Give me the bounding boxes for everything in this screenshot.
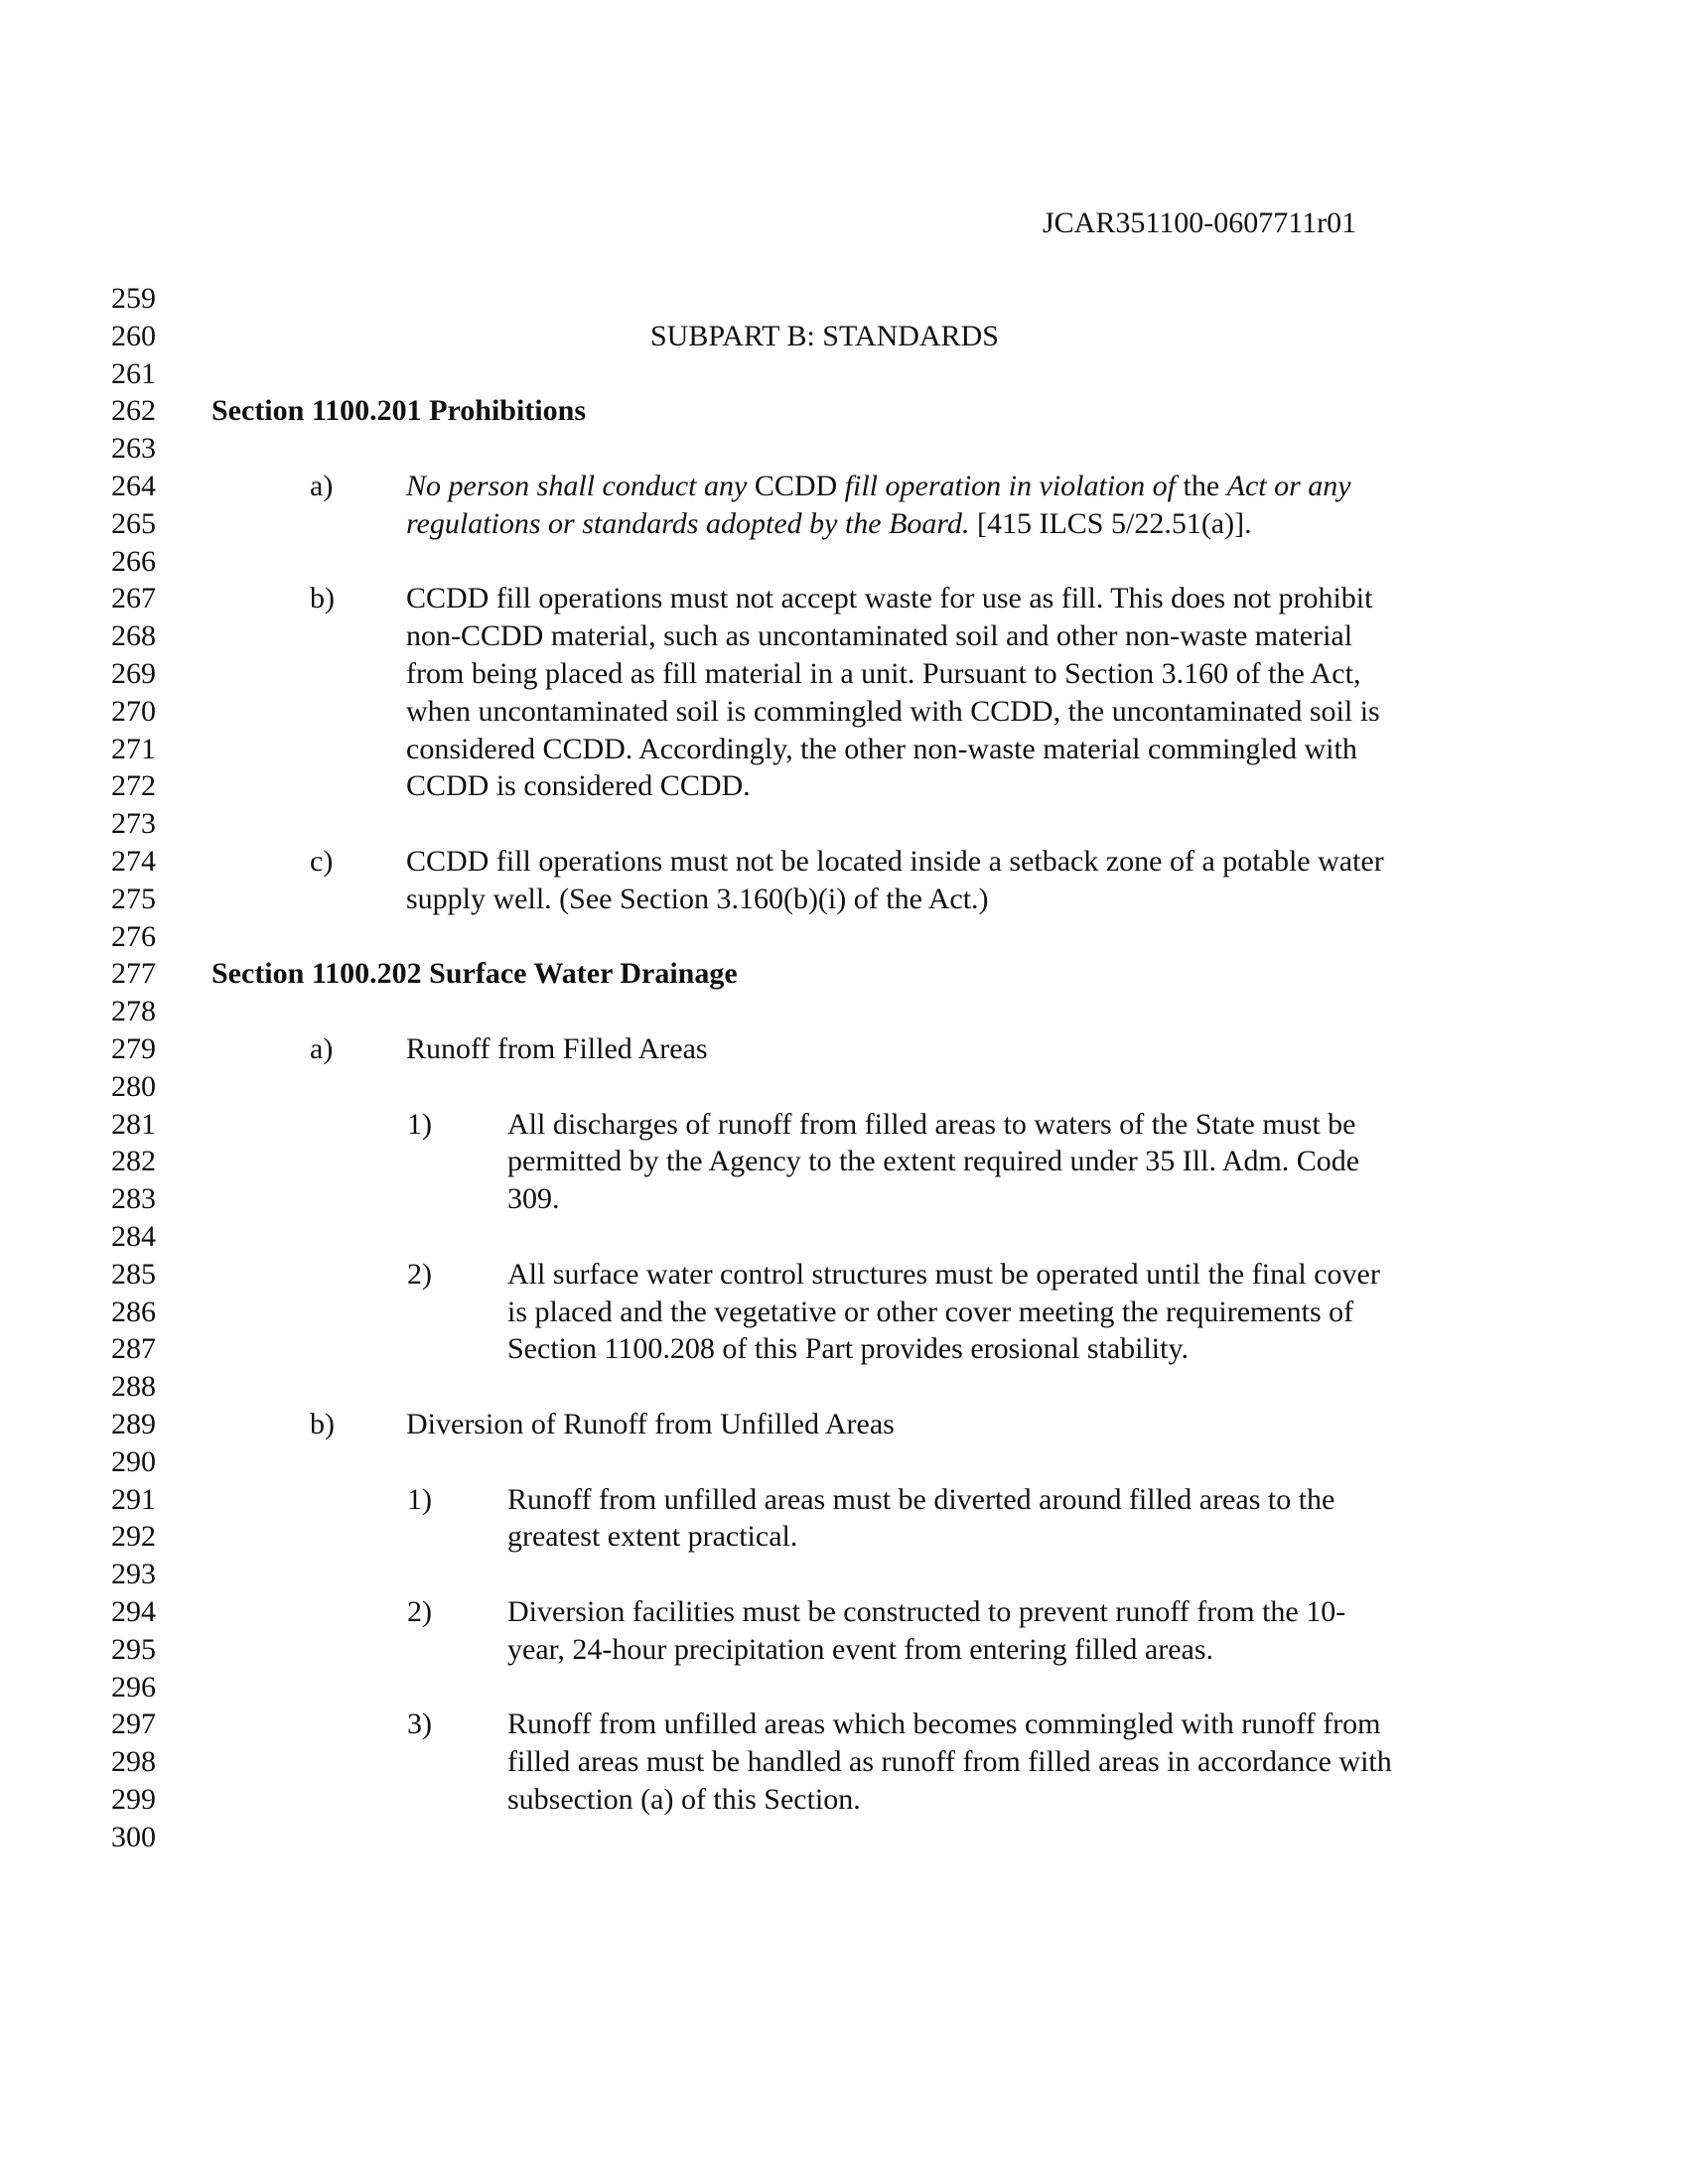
italic-text-run: No person shall conduct any xyxy=(406,470,755,502)
line-number: 259 xyxy=(111,282,156,315)
text-run: Runoff from unfilled areas which becomes commingled with runoff from xyxy=(507,1707,1381,1741)
text-run: filled areas must be handled as runoff from filled areas in accordance with xyxy=(507,1745,1392,1779)
italic-text-run: regulations or standards adopted by the Board. xyxy=(406,506,970,540)
line-number: 268 xyxy=(111,619,156,653)
document-line xyxy=(0,1518,1684,1556)
document-line xyxy=(0,881,1684,918)
line-number: 285 xyxy=(111,1257,156,1291)
line-number: 275 xyxy=(111,882,156,915)
line-number: 274 xyxy=(111,845,156,878)
line-number: 277 xyxy=(111,957,156,991)
document-line xyxy=(0,1256,1684,1294)
document-line xyxy=(0,1143,1684,1180)
line-number: 276 xyxy=(111,919,156,953)
text-run: Runoff from unfilled areas must be diverted around filled areas to the xyxy=(507,1482,1335,1516)
italic-text-run: fill operation in violation of xyxy=(844,470,1176,502)
line-number: 263 xyxy=(111,432,156,466)
line-text xyxy=(406,617,1352,655)
document-line xyxy=(0,430,1684,468)
text-run: the xyxy=(1176,470,1227,502)
line-number: 279 xyxy=(111,1032,156,1065)
line-number: 290 xyxy=(111,1444,156,1478)
item-label: 2) xyxy=(407,1257,432,1291)
document-line xyxy=(0,1593,1684,1631)
text-run: Section 1100.208 of this Part provides erosional stability. xyxy=(507,1332,1190,1366)
line-number: 262 xyxy=(111,394,156,428)
item-label: c) xyxy=(310,845,334,878)
line-number: 292 xyxy=(111,1520,156,1554)
line-text xyxy=(406,580,1372,617)
item-label: b) xyxy=(310,1408,335,1440)
document-line xyxy=(0,1068,1684,1106)
document-line xyxy=(0,355,1684,393)
document-line xyxy=(0,1106,1684,1144)
line-number: 288 xyxy=(111,1370,156,1404)
document-line xyxy=(0,805,1684,843)
document-line xyxy=(0,843,1684,881)
document-line xyxy=(0,580,1684,617)
document-line xyxy=(0,1368,1684,1406)
item-label: 1) xyxy=(407,1482,432,1516)
document-line xyxy=(0,1030,1684,1068)
line-number: 299 xyxy=(111,1783,156,1816)
document-line xyxy=(0,1330,1684,1368)
line-number: 294 xyxy=(111,1595,156,1628)
text-run: Section 1100.201 Prohibitions xyxy=(211,394,586,428)
line-number: 266 xyxy=(111,544,156,578)
text-run: All discharges of runoff from filled areas to waters of the State must be xyxy=(507,1107,1356,1141)
line-number: 278 xyxy=(111,995,156,1028)
line-text xyxy=(507,1631,1213,1669)
line-text xyxy=(507,1180,560,1218)
line-text xyxy=(507,1593,1345,1631)
line-number: 272 xyxy=(111,769,156,803)
line-number: 291 xyxy=(111,1482,156,1516)
line-text xyxy=(406,1030,708,1068)
line-text xyxy=(406,843,1384,881)
line-number: 261 xyxy=(111,356,156,390)
line-number: 298 xyxy=(111,1745,156,1779)
document-line xyxy=(0,955,1684,993)
line-number: 270 xyxy=(111,694,156,728)
line-text xyxy=(406,693,1380,731)
line-text xyxy=(406,767,751,805)
line-number: 284 xyxy=(111,1220,156,1253)
text-run: [415 ILCS 5/22.51(a)]. xyxy=(969,506,1252,540)
item-label: b) xyxy=(310,582,335,615)
text-run: from being placed as fill material in a unit. Pursuant to Section 3.160 of the Act, xyxy=(406,657,1361,690)
document-line xyxy=(0,505,1684,543)
document-line xyxy=(0,655,1684,693)
document-line xyxy=(0,1481,1684,1519)
line-text xyxy=(406,881,989,918)
line-number: 260 xyxy=(111,319,156,352)
document-line xyxy=(0,1669,1684,1706)
document-line xyxy=(0,1819,1684,1856)
line-number: 282 xyxy=(111,1145,156,1178)
document-line xyxy=(0,1631,1684,1669)
line-text xyxy=(507,1294,1353,1331)
text-run: Diversion facilities must be constructed to prevent runoff from the 10- xyxy=(507,1595,1346,1628)
line-text xyxy=(507,1743,1392,1781)
text-run: greatest extent practical. xyxy=(507,1520,798,1554)
line-text xyxy=(406,731,1357,768)
item-label: 1) xyxy=(407,1107,432,1141)
document-line xyxy=(0,468,1684,505)
document-line xyxy=(0,731,1684,768)
document-line xyxy=(0,280,1684,318)
text-run: year, 24-hour precipitation event from entering filled areas. xyxy=(507,1632,1214,1666)
text-run: All surface water control structures must be operated until the final cover xyxy=(507,1257,1380,1291)
section-heading xyxy=(211,392,586,430)
line-number: 297 xyxy=(111,1707,156,1741)
line-number: 269 xyxy=(111,657,156,690)
line-number: 283 xyxy=(111,1182,156,1216)
document-line xyxy=(0,617,1684,655)
document-line xyxy=(0,918,1684,956)
line-text xyxy=(406,655,1360,693)
document-line xyxy=(0,993,1684,1030)
line-text xyxy=(507,1706,1381,1743)
line-number: 286 xyxy=(111,1295,156,1328)
line-text xyxy=(507,1256,1380,1294)
document-line xyxy=(0,767,1684,805)
line-number: 280 xyxy=(111,1069,156,1103)
text-run: non-CCDD material, such as uncontaminated soil and other non-waste material xyxy=(406,619,1353,653)
text-run: CCDD fill operations must not accept waste for use as fill. This does not prohibit xyxy=(406,582,1373,615)
line-number: 265 xyxy=(111,506,156,540)
item-label: a) xyxy=(310,1032,334,1065)
line-number: 300 xyxy=(111,1820,156,1853)
document-line xyxy=(0,1781,1684,1819)
line-number: 271 xyxy=(111,732,156,765)
document-line xyxy=(0,1218,1684,1256)
line-number: 281 xyxy=(111,1107,156,1141)
line-number: 267 xyxy=(111,582,156,615)
item-label: a) xyxy=(310,470,334,502)
line-text xyxy=(507,1330,1189,1368)
text-run: CCDD xyxy=(754,470,845,502)
document-line xyxy=(0,392,1684,430)
document-line xyxy=(0,318,1684,355)
text-run: Diversion of Runoff from Unfilled Areas xyxy=(406,1408,895,1440)
text-run: permitted by the Agency to the extent required under 35 Ill. Adm. Code xyxy=(507,1145,1360,1178)
document-line xyxy=(0,1743,1684,1781)
document-line xyxy=(0,1294,1684,1331)
document-line xyxy=(0,1180,1684,1218)
text-run: SUBPART B: STANDARDS xyxy=(650,319,999,352)
document-line xyxy=(0,693,1684,731)
text-run: Runoff from Filled Areas xyxy=(406,1032,708,1065)
text-run: CCDD fill operations must not be located inside a setback zone of a potable water xyxy=(406,845,1384,878)
line-text xyxy=(406,505,1252,543)
section-heading xyxy=(211,955,738,993)
document-line xyxy=(0,1443,1684,1481)
item-label: 3) xyxy=(407,1707,432,1741)
line-number: 295 xyxy=(111,1632,156,1666)
line-number: 287 xyxy=(111,1332,156,1366)
italic-text-run: Act or any xyxy=(1226,470,1351,502)
text-run: Section 1100.202 Surface Water Drainage xyxy=(211,957,738,991)
document-line xyxy=(0,1556,1684,1593)
line-number: 293 xyxy=(111,1558,156,1591)
text-run: is placed and the vegetative or other cover meeting the requirements of xyxy=(507,1295,1354,1328)
line-text xyxy=(507,1143,1359,1180)
line-text xyxy=(406,1406,895,1443)
document-line xyxy=(0,543,1684,581)
subpart-title xyxy=(650,318,999,355)
line-text xyxy=(507,1481,1334,1519)
line-number: 289 xyxy=(111,1408,156,1440)
text-run: CCDD is considered CCDD. xyxy=(406,769,751,803)
line-number: 296 xyxy=(111,1670,156,1704)
line-text xyxy=(507,1518,797,1556)
item-label: 2) xyxy=(407,1595,432,1628)
document-id: JCAR351100-0607711r01 xyxy=(1043,206,1357,239)
text-run: subsection (a) of this Section. xyxy=(507,1783,861,1816)
line-text xyxy=(406,468,1351,505)
text-run: 309. xyxy=(507,1182,560,1216)
text-run: supply well. (See Section 3.160(b)(i) of the Act.) xyxy=(406,882,989,915)
document-line xyxy=(0,1706,1684,1743)
text-run: considered CCDD. Accordingly, the other non-waste material commingled with xyxy=(406,732,1357,765)
line-number: 264 xyxy=(111,470,156,502)
line-text xyxy=(507,1106,1356,1144)
text-run: when uncontaminated soil is commingled with CCDD, the uncontaminated soil is xyxy=(406,694,1380,728)
line-text xyxy=(507,1781,861,1819)
document-line xyxy=(0,1406,1684,1443)
line-number: 273 xyxy=(111,807,156,841)
